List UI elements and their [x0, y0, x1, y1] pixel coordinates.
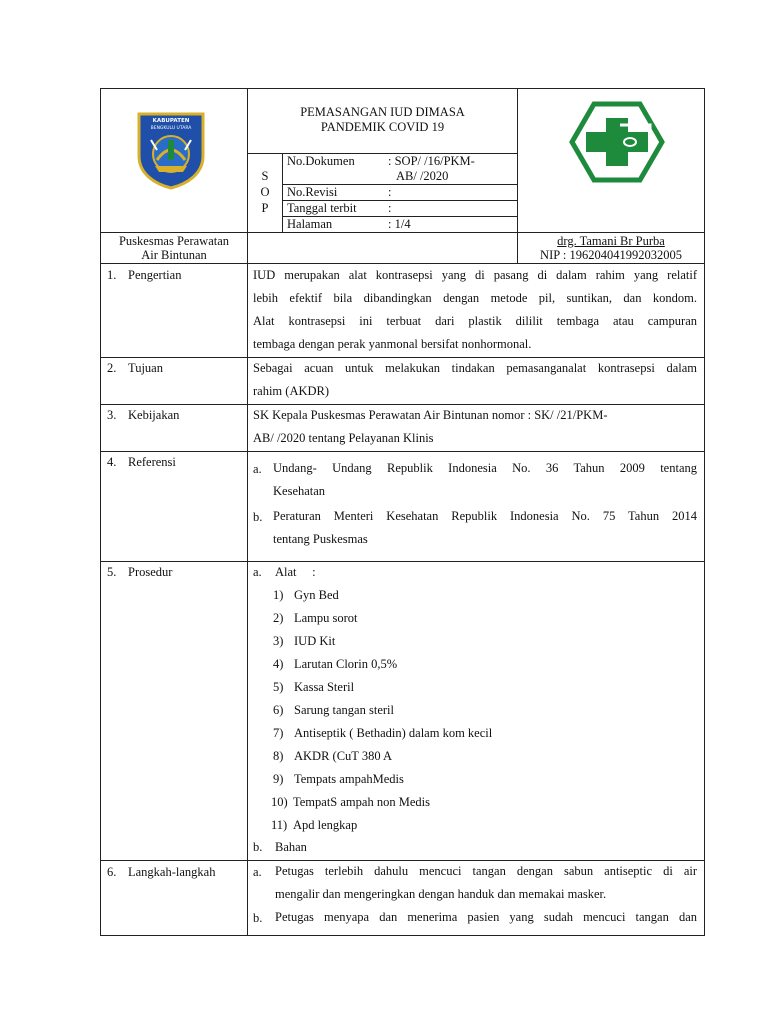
section-6-label: Langkah-langkah — [128, 865, 216, 879]
signer-nip: NIP : 196204041992032005 — [540, 248, 682, 262]
tool-number: 1) — [273, 588, 284, 602]
materials-heading: Bahan — [275, 840, 307, 854]
reference-a-text — [273, 457, 697, 503]
section-1-number: 1. — [107, 268, 117, 282]
doc-title-line-1: PEMASANGAN IUD DIMASA — [300, 105, 465, 119]
tool-number: 11) — [271, 818, 288, 832]
meta-label-revision: No.Revisi — [287, 185, 338, 199]
section-1-line: tembaga dengan perak yanmonal bersifat nonhormonal. — [253, 337, 532, 351]
meta-label-issue-date: Tanggal terbit — [287, 201, 357, 215]
tool-item: Tempats ampahMedis — [294, 772, 404, 786]
tool-item: Antiseptik ( Bethadin) dalam kom kecil — [294, 726, 493, 740]
tool-number: 2) — [273, 611, 284, 625]
tool-item: Apd lengkap — [293, 818, 358, 832]
tool-number: 9) — [273, 772, 284, 786]
tool-item: IUD Kit — [294, 634, 336, 648]
section-3-number: 3. — [107, 408, 117, 422]
section-line-3 — [100, 451, 705, 452]
meta-value-document-line-1: : SOP/ /16/PKM- — [388, 154, 475, 168]
section-line-4 — [100, 561, 705, 562]
meta-value-issue-date: : — [388, 201, 392, 215]
section-1-line: lebih efektif bila dibandingkan dengan metode pil, suntikan, dan kondom. — [253, 291, 697, 305]
section-2-number: 2. — [107, 361, 117, 375]
section-1-line: Alat kontrasepsi ini terbuat dari plastik dililit tembaga atau campuran — [253, 314, 697, 328]
org-name-line-1: Puskesmas Perawatan — [118, 234, 230, 248]
tool-item: Lampu sorot — [294, 611, 358, 625]
section-6-number: 6. — [107, 865, 117, 879]
reference-b-line: Peraturan Menteri Kesehatan Republik Indonesia No. 75 Tahun 2014 — [273, 509, 697, 523]
meta-value-document-line-2: AB/ /2020 — [396, 169, 449, 183]
step-a-marker: a. — [253, 865, 262, 879]
tool-number: 8) — [273, 749, 284, 763]
section-3-line: SK Kepala Puskesmas Perawatan Air Bintunan nomor : SK/ /21/PKM- — [253, 408, 608, 422]
meta-label-document: No.Dokumen — [287, 154, 355, 168]
section-1-label: Pengertian — [128, 268, 182, 282]
section-3-label: Kebijakan — [128, 408, 180, 422]
org-name-line-2: Air Bintunan — [141, 248, 207, 262]
step-a-text — [275, 860, 697, 906]
tool-number: 6) — [273, 703, 284, 717]
header-bottom-line — [100, 232, 705, 233]
table-border-left — [100, 88, 101, 936]
section-5-label: Prosedur — [128, 565, 173, 579]
section-5-number: 5. — [107, 565, 117, 579]
tool-item: Larutan Clorin 0,5% — [294, 657, 398, 671]
tool-number: 5) — [273, 680, 284, 694]
tool-item: AKDR (CuT 380 A — [294, 749, 393, 763]
materials-marker: b. — [253, 840, 263, 854]
tool-item: TempatS ampah non Medis — [293, 795, 430, 809]
logo-text-top: KABUPATEN — [152, 118, 190, 124]
tools-marker: a. — [253, 565, 262, 579]
tool-number: 4) — [273, 657, 284, 671]
section-4-number: 4. — [107, 455, 117, 469]
tools-heading: Alat : — [275, 565, 316, 579]
reference-b-marker: b. — [253, 510, 263, 524]
sop-letter-s: S — [261, 169, 269, 183]
section-2-body — [253, 357, 697, 403]
table-border-top — [100, 88, 705, 89]
meta-value-page: : 1/4 — [388, 217, 411, 231]
section-3-body — [253, 404, 697, 450]
sop-letter-p: P — [261, 201, 269, 215]
tool-item: Gyn Bed — [294, 588, 339, 602]
reference-a-marker: a. — [253, 462, 262, 476]
step-b-text — [275, 906, 697, 929]
reference-b-text — [273, 505, 697, 551]
step-a-line: Petugas terlebih dahulu mencuci tangan dengan sabun antiseptic di air — [275, 864, 697, 878]
meta-label-page: Halaman — [287, 217, 333, 231]
tool-number: 7) — [273, 726, 284, 740]
section-1-body — [253, 264, 697, 356]
tool-number: 10) — [271, 795, 288, 809]
sop-letter-o: O — [260, 185, 270, 199]
tool-item: Kassa Steril — [294, 680, 355, 694]
section-3-line: AB/ /2020 tentang Pelayanan Klinis — [253, 431, 434, 445]
step-b-line: Petugas menyapa dan menerima pasien yang sudah mencuci tangan dan — [275, 910, 697, 924]
reference-a-line: Undang- Undang Republik Indonesia No. 36 Tahun 2009 tentang — [273, 461, 697, 475]
puskesmas-logo — [568, 100, 666, 184]
step-a-line: mengalir dan mengeringkan dengan handuk dan memakai masker. — [275, 887, 607, 901]
section-1-line: IUD merupakan alat kontrasepsi yang di pasang di dalam rahim yang relatif — [253, 268, 697, 282]
regency-logo — [133, 110, 209, 190]
reference-b-line: tentang Puskesmas — [273, 532, 368, 546]
section-2-line: Sebagai acuan untuk melakukan tindakan pemasanganalat kontrasepsi dalam — [253, 361, 697, 375]
tool-item: Sarung tangan steril — [294, 703, 394, 717]
doc-title-line-2: PANDEMIK COVID 19 — [320, 120, 445, 134]
reference-a-line: Kesehatan — [273, 484, 326, 498]
signer-name: drg. Tamani Br Purba — [557, 234, 665, 248]
section-2-line: rahim (AKDR) — [253, 384, 330, 398]
section-2-label: Tujuan — [128, 361, 163, 375]
section-4-label: Referensi — [128, 455, 176, 469]
table-border-right — [704, 88, 705, 936]
sop-divider — [282, 153, 283, 233]
tool-number: 3) — [273, 634, 284, 648]
logo-text-sub: BENGKULU UTARA — [150, 126, 192, 131]
table-border-bottom — [100, 935, 705, 936]
step-b-marker: b. — [253, 911, 263, 925]
meta-value-revision: : — [388, 185, 392, 199]
